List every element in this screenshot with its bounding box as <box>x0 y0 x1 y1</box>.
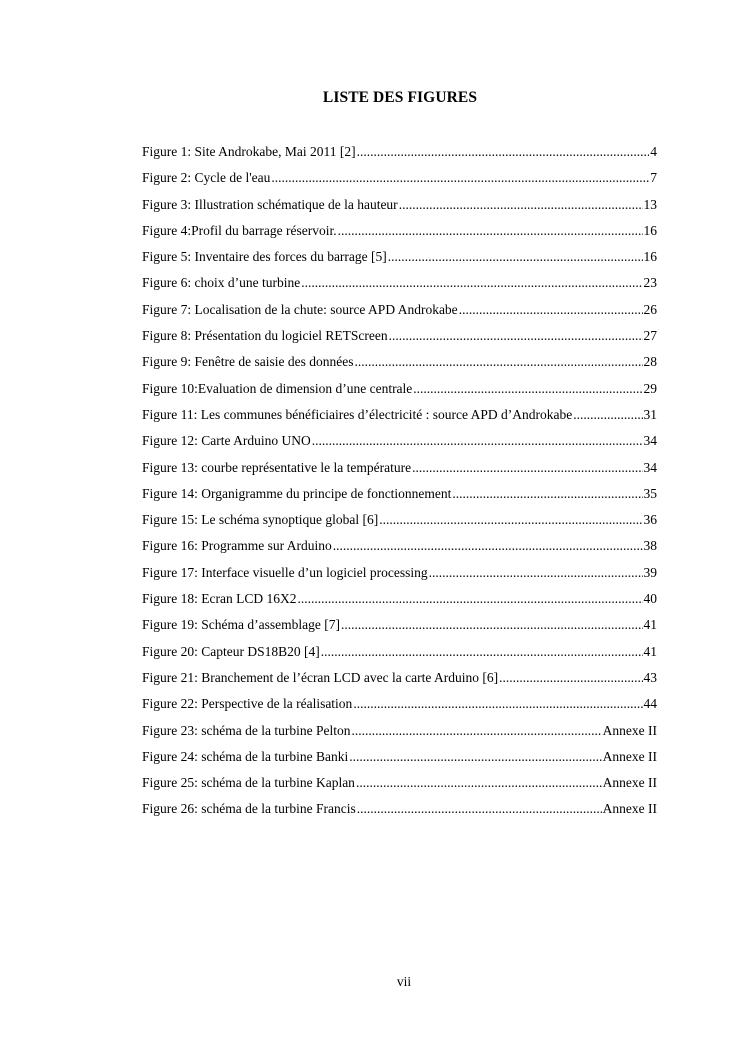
figure-entry-label: Figure 25: schéma de la turbine Kaplan <box>142 775 355 791</box>
figure-entry[interactable] <box>142 644 657 670</box>
dot-leader <box>412 460 642 476</box>
figure-entry-page: Annexe II <box>602 775 657 791</box>
dot-leader <box>333 538 643 554</box>
figure-entry-label: Figure 5: Inventaire des forces du barrage [5] <box>142 249 387 265</box>
dot-leader <box>356 775 602 791</box>
figure-list <box>142 144 657 828</box>
figure-entry-page: 40 <box>643 591 657 607</box>
figure-entry[interactable] <box>142 354 657 380</box>
figure-entry[interactable] <box>142 486 657 512</box>
figure-entry-page: 31 <box>643 406 657 422</box>
dot-leader <box>301 275 642 291</box>
figure-entry[interactable] <box>142 381 657 407</box>
figure-entry-label: Figure 17: Interface visuelle d’un logiciel processing <box>142 564 428 580</box>
figure-entry-label: Figure 8: Présentation du logiciel RETScreen <box>142 328 388 344</box>
figure-entry[interactable] <box>142 407 657 433</box>
figure-entry-label: Figure 23: schéma de la turbine Pelton <box>142 722 351 738</box>
figure-entry-label: Figure 19: Schéma d’assemblage [7] <box>142 617 340 633</box>
figure-entry[interactable] <box>142 302 657 328</box>
dot-leader <box>341 617 643 633</box>
figure-entry-label: Figure 7: Localisation de la chute: source APD Androkabe <box>142 301 458 317</box>
dot-leader <box>388 249 643 265</box>
figure-entry-label: Figure 26: schéma de la turbine Francis <box>142 801 356 817</box>
figure-entry-page: 34 <box>643 459 657 475</box>
figure-entry-page: Annexe II <box>602 801 657 817</box>
figure-entry-page: 13 <box>643 196 657 212</box>
figure-entry-page: 44 <box>643 696 657 712</box>
figure-entry[interactable] <box>142 512 657 538</box>
figure-entry[interactable] <box>142 144 657 170</box>
dot-leader <box>312 433 643 449</box>
figure-entry-page: 41 <box>643 643 657 659</box>
figure-entry[interactable] <box>142 170 657 196</box>
figure-entry[interactable] <box>142 723 657 749</box>
dot-leader <box>499 670 642 686</box>
figure-entry-label: Figure 15: Le schéma synoptique global [6] <box>142 512 379 528</box>
dot-leader <box>271 170 649 186</box>
figure-entry-page: 23 <box>643 275 657 291</box>
figure-entry-label: Figure 18: Ecran LCD 16X2 <box>142 591 297 607</box>
figure-entry[interactable] <box>142 223 657 249</box>
figure-entry-label: Figure 10:Evaluation de dimension d’une centrale <box>142 380 413 396</box>
dot-leader <box>459 302 643 318</box>
figure-entry[interactable] <box>142 460 657 486</box>
dot-leader <box>349 749 601 765</box>
figure-entry-label: Figure 3: Illustration schématique de la hauteur <box>142 196 398 212</box>
figure-entry[interactable] <box>142 275 657 301</box>
dot-leader <box>338 223 643 239</box>
figure-entry-page: Annexe II <box>602 748 657 764</box>
figure-entry[interactable] <box>142 775 657 801</box>
figure-entry[interactable] <box>142 565 657 591</box>
figure-entry[interactable] <box>142 591 657 617</box>
page-number: vii <box>396 974 412 989</box>
dot-leader <box>351 723 601 739</box>
figure-entry-page: 39 <box>643 564 657 580</box>
figure-entry[interactable] <box>142 538 657 564</box>
figure-entry[interactable] <box>142 801 657 827</box>
dot-leader <box>354 354 642 370</box>
dot-leader <box>452 486 642 502</box>
dot-leader <box>357 144 650 160</box>
figure-entry-label: Figure 6: choix d’une turbine <box>142 275 301 291</box>
figure-entry[interactable] <box>142 617 657 643</box>
figure-entry[interactable] <box>142 328 657 354</box>
figure-entry-page: 38 <box>643 538 657 554</box>
figure-entry[interactable] <box>142 749 657 775</box>
dot-leader <box>413 381 642 397</box>
figure-entry-label: Figure 11: Les communes bénéficiaires d’électricité : source APD d’Androkabe <box>142 406 573 422</box>
figure-entry-page: 28 <box>643 354 657 370</box>
page-title: LISTE DES FIGURES <box>322 89 478 106</box>
figure-entry-page: 29 <box>643 380 657 396</box>
figure-entry-label: Figure 21: Branchement de l’écran LCD avec la carte Arduino [6] <box>142 669 499 685</box>
dot-leader <box>357 801 602 817</box>
dot-leader <box>429 565 643 581</box>
dot-leader <box>389 328 643 344</box>
figure-entry-page: 43 <box>643 669 657 685</box>
figure-entry[interactable] <box>142 433 657 459</box>
dot-leader <box>321 644 643 660</box>
figure-entry-page: 27 <box>643 328 657 344</box>
figure-entry-page: 34 <box>643 433 657 449</box>
figure-entry-page: 26 <box>643 301 657 317</box>
figure-entry-label: Figure 13: courbe représentative le la température <box>142 459 412 475</box>
figure-entry-page: 4 <box>650 144 657 159</box>
dot-leader <box>379 512 642 528</box>
figure-entry[interactable] <box>142 197 657 223</box>
figure-entry-label: Figure 1: Site Androkabe, Mai 2011 [2] <box>142 144 356 159</box>
figure-entry-label: Figure 22: Perspective de la réalisation <box>142 696 353 712</box>
figure-entry-label: Figure 24: schéma de la turbine Banki <box>142 748 349 764</box>
figure-entry[interactable] <box>142 696 657 722</box>
figure-entry-label: Figure 16: Programme sur Arduino <box>142 538 332 554</box>
figure-entry-page: 36 <box>643 512 657 528</box>
figure-entry[interactable] <box>142 670 657 696</box>
figure-entry-page: 16 <box>643 249 657 265</box>
dot-leader <box>353 696 642 712</box>
figure-entry-label: Figure 14: Organigramme du principe de fonctionnement <box>142 485 452 501</box>
figure-entry-label: Figure 2: Cycle de l'eau <box>142 170 271 186</box>
figure-entry-page: 7 <box>650 170 657 186</box>
figure-entry-label: Figure 20: Capteur DS18B20 [4] <box>142 643 320 659</box>
figure-entry-page: 41 <box>643 617 657 633</box>
figure-entry-label: Figure 12: Carte Arduino UNO <box>142 433 311 449</box>
figure-entry-label: Figure 4:Profil du barrage réservoir. <box>142 222 337 238</box>
figure-entry[interactable] <box>142 249 657 275</box>
dot-leader <box>399 197 643 213</box>
figure-entry-page: Annexe II <box>602 722 657 738</box>
dot-leader <box>573 407 642 423</box>
figure-entry-page: 35 <box>643 485 657 501</box>
figure-entry-label: Figure 9: Fenêtre de saisie des données <box>142 354 354 370</box>
dot-leader <box>297 591 642 607</box>
figure-entry-page: 16 <box>643 222 657 238</box>
